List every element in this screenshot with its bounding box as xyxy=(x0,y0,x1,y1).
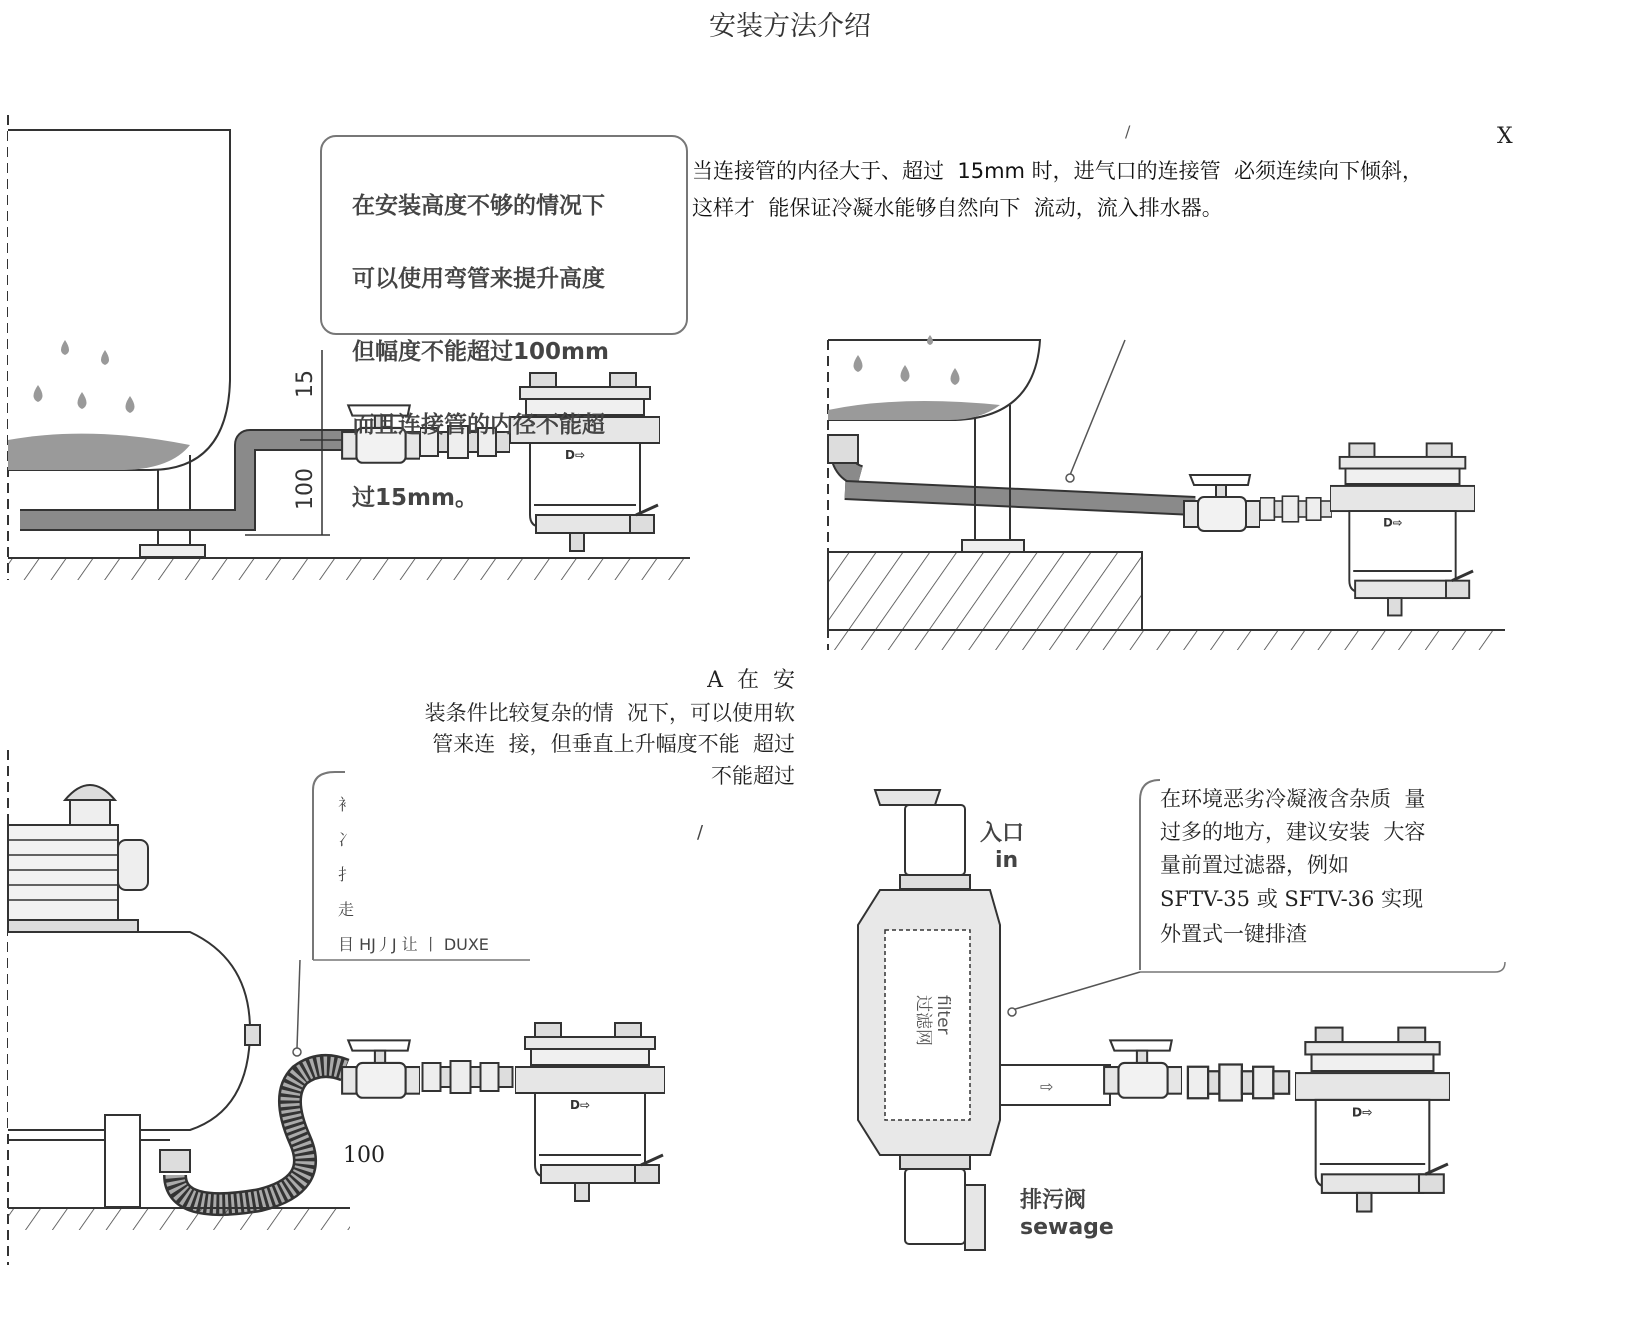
ball-valve xyxy=(1184,475,1260,531)
hose-note-line: 不能超过 xyxy=(711,764,795,788)
pipe-fittings xyxy=(1260,496,1332,522)
filter-note-line: SFTV-35 或 SFTV-36 实现 xyxy=(1160,887,1424,911)
filter-note-line: 过多的地方，建议安装 大容 xyxy=(1160,820,1426,844)
svg-text:走: 走 xyxy=(338,900,355,919)
sewage-valve xyxy=(905,1169,965,1244)
svg-text:衤: 衤 xyxy=(338,795,355,814)
pipe-fittings xyxy=(423,1061,513,1093)
svg-text:目 HJ丿J 让 丨 DUXE: 目 HJ丿J 让 丨 DUXE xyxy=(338,935,489,954)
dim-100-label: 100 xyxy=(293,468,318,510)
slope-note-line: 当连接管的内径大于、超过 15mm 时，进气口的连接管 必须连续向下倾斜， xyxy=(692,159,1424,183)
stray-mark: / xyxy=(1125,122,1131,141)
hose-note-line: 管来连 接，但垂直上升幅度不能 超过 xyxy=(432,732,795,756)
inlet-en-label: in xyxy=(995,848,1019,873)
close-mark: X xyxy=(1497,124,1513,149)
hose-note-line: 装条件比较复杂的情 况下，可以使用软 xyxy=(424,701,795,725)
filter-note-line: 量前置过滤器，例如 xyxy=(1160,853,1349,877)
callout-line: 在安装高度不够的情况下 xyxy=(352,193,605,219)
dim-100-label: 100 xyxy=(343,1143,385,1168)
stray-mark: / xyxy=(697,822,704,843)
drain-trap xyxy=(515,1023,665,1201)
tank xyxy=(8,130,230,470)
svg-text:⇨: ⇨ xyxy=(1040,1077,1054,1096)
compressor xyxy=(8,785,148,932)
dim-15-label: 15 xyxy=(293,370,318,398)
callout-line: 但幅度不能超过100mm xyxy=(352,339,609,365)
page-title: 安装方法介绍 xyxy=(709,11,871,42)
pipe-fittings xyxy=(1188,1065,1289,1101)
panel-sloped-pipe xyxy=(828,335,1505,650)
pointer-line xyxy=(1070,340,1125,475)
panel-hose xyxy=(8,750,665,1265)
inlet-cn-label: 入口 xyxy=(980,821,1025,846)
callout-line: 可以使用弯管来提升高度 xyxy=(352,266,605,292)
inlet-valve xyxy=(905,805,965,875)
callout-line: 过15mm。 xyxy=(352,485,478,511)
ball-valve xyxy=(1104,1040,1182,1097)
water-drops-icon xyxy=(854,335,960,385)
sewage-cn-label: 排污阀 xyxy=(1020,1188,1087,1213)
connecting-pipe xyxy=(1000,1065,1110,1105)
sewage-en-label: sewage xyxy=(1020,1215,1114,1240)
hose-note-line: A 在 安 xyxy=(707,668,795,693)
filter-note-line: 在环境恶劣冷凝液含杂质 量 xyxy=(1160,787,1426,811)
callout-box xyxy=(1140,780,1160,970)
bent-pipe-callout xyxy=(320,135,688,511)
drain-trap xyxy=(1330,443,1475,615)
filter-en-label: filter xyxy=(933,995,953,1035)
filter-note-line: 外置式一键排渣 xyxy=(1160,922,1307,946)
filter-cn-label: 过滤网 xyxy=(913,995,933,1046)
raised-platform xyxy=(828,552,1142,630)
slope-note-line: 这样才 能保证冷凝水能够自然向下 流动，流入排水器。 xyxy=(692,196,1223,220)
callout-line: 而且连接管的内径不能超 xyxy=(352,412,605,438)
svg-text:扌: 扌 xyxy=(338,865,355,884)
svg-text:冫: 冫 xyxy=(338,830,355,849)
ball-valve xyxy=(342,1040,420,1097)
drain-trap xyxy=(1295,1028,1450,1212)
air-tank xyxy=(8,932,250,1130)
